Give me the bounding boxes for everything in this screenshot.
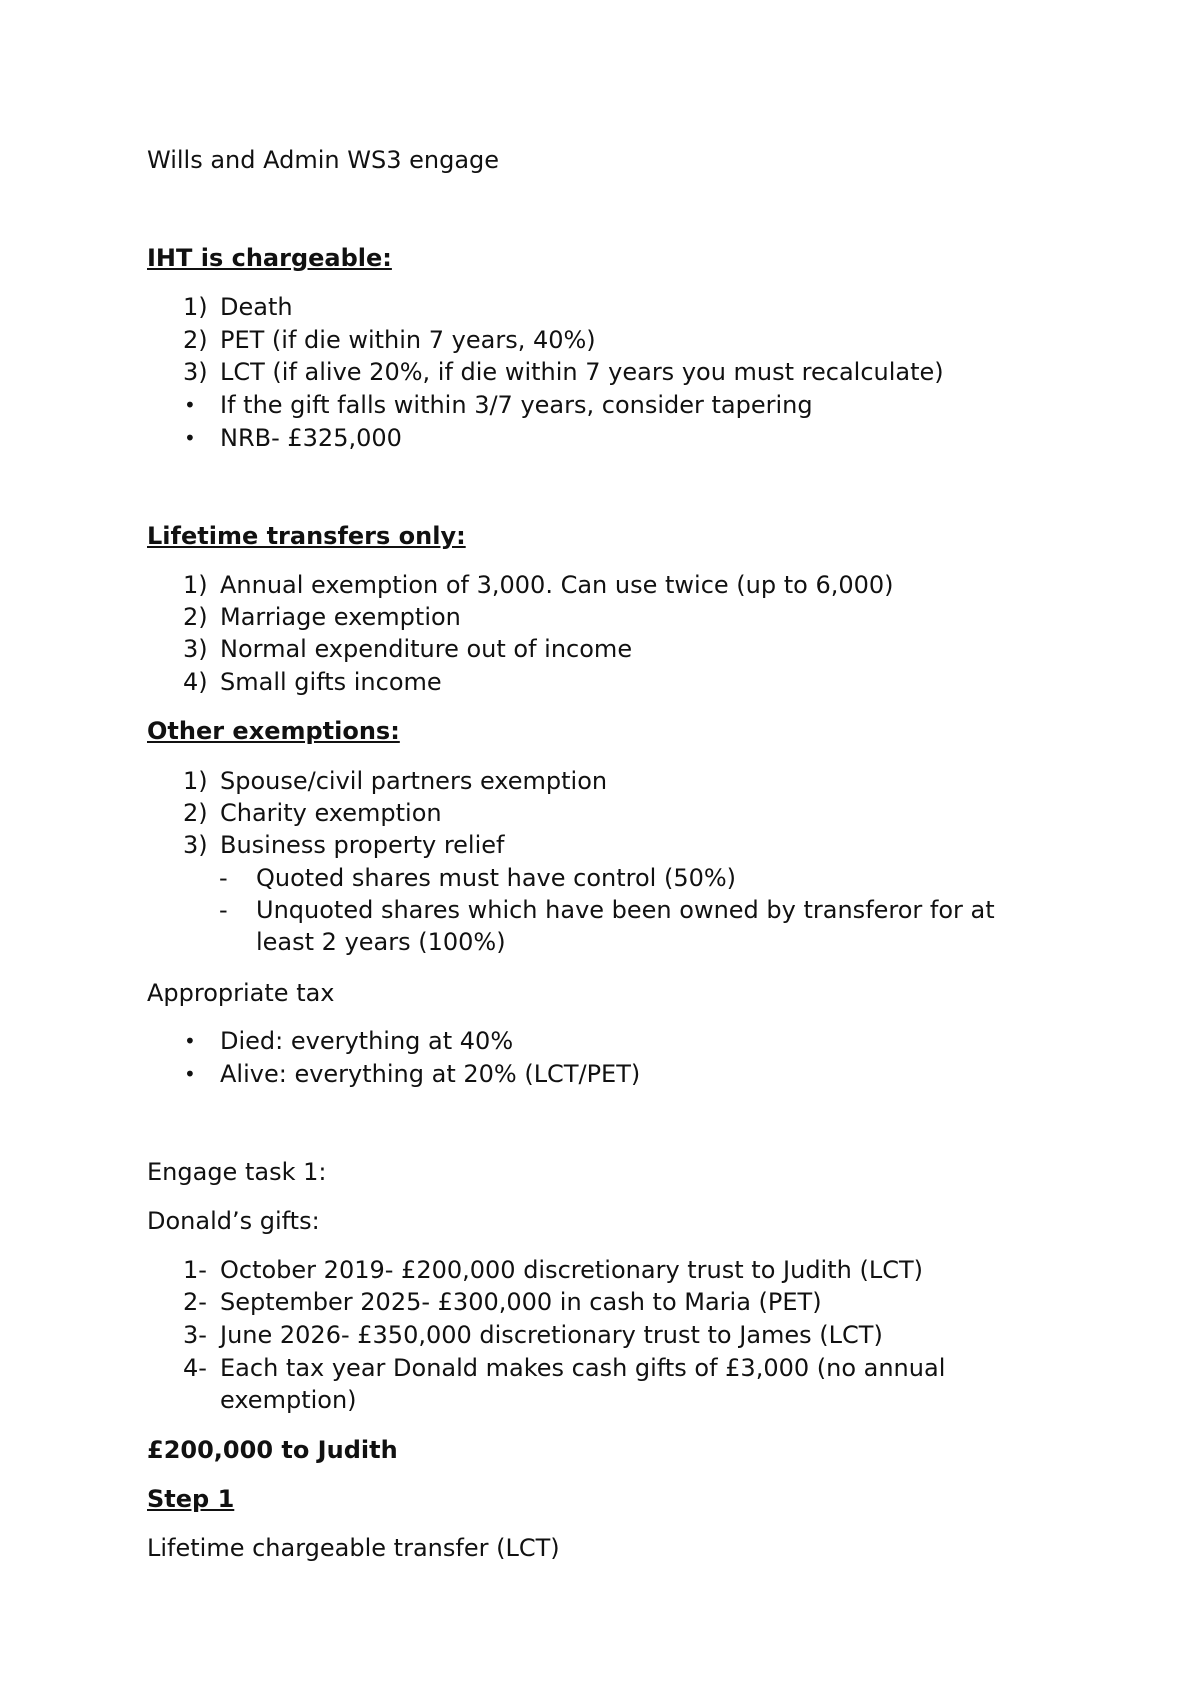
list-text: PET (if die within 7 years, 40%) (220, 326, 596, 354)
engage-task-label: Engage task 1: (147, 1158, 327, 1186)
list-text: exemption) (220, 1386, 357, 1414)
bullet-icon: • (184, 1029, 196, 1053)
list-marker: 3- (183, 1321, 207, 1349)
list-text: If the gift falls within 3/7 years, consider tapering (220, 391, 813, 419)
list-text: Normal expenditure out of income (220, 635, 633, 663)
list-marker: 2) (183, 603, 208, 631)
dash-marker: - (219, 864, 228, 892)
list-marker: 4- (183, 1354, 207, 1382)
list-text: LCT (if alive 20%, if die within 7 years you must recalculate) (220, 358, 944, 386)
judith-heading: £200,000 to Judith (147, 1436, 398, 1464)
list-text: Death (220, 293, 293, 321)
list-text: Business property relief (220, 831, 505, 859)
list-marker: 2) (183, 326, 208, 354)
bullet-icon: • (184, 393, 196, 417)
other-heading: Other exemptions: (147, 717, 400, 745)
appropriate-tax-label: Appropriate tax (147, 979, 335, 1007)
list-text: October 2019- £200,000 discretionary trust to Judith (LCT) (220, 1256, 923, 1284)
lifetime-heading: Lifetime transfers only: (147, 522, 466, 550)
list-marker: 3) (183, 831, 208, 859)
list-text: Annual exemption of 3,000. Can use twice (up to 6,000) (220, 571, 894, 599)
step-heading: Step 1 (147, 1485, 235, 1513)
list-text: NRB- £325,000 (220, 424, 402, 452)
list-text: Charity exemption (220, 799, 442, 827)
bullet-icon: • (184, 1062, 196, 1086)
list-marker: 3) (183, 358, 208, 386)
list-marker: 2) (183, 799, 208, 827)
list-text: Spouse/civil partners exemption (220, 767, 608, 795)
document-title: Wills and Admin WS3 engage (147, 146, 500, 174)
list-text: Each tax year Donald makes cash gifts of £3,000 (no annual (220, 1354, 946, 1382)
list-text: June 2026- £350,000 discretionary trust to James (LCT) (220, 1321, 883, 1349)
list-text: Alive: everything at 20% (LCT/PET) (220, 1060, 641, 1088)
gifts-label: Donald’s gifts: (147, 1207, 320, 1235)
list-text: Quoted shares must have control (50%) (256, 864, 737, 892)
dash-marker: - (219, 896, 228, 924)
iht-heading: IHT is chargeable: (147, 244, 392, 272)
list-text: Unquoted shares which have been owned by transferor for at (256, 896, 995, 924)
list-text: Marriage exemption (220, 603, 461, 631)
list-marker: 4) (183, 668, 208, 696)
list-text: Died: everything at 40% (220, 1027, 514, 1055)
list-text: least 2 years (100%) (256, 928, 506, 956)
list-marker: 1) (183, 293, 208, 321)
list-marker: 2- (183, 1288, 207, 1316)
list-text: Small gifts income (220, 668, 442, 696)
lct-text: Lifetime chargeable transfer (LCT) (147, 1534, 560, 1562)
list-text: September 2025- £300,000 in cash to Maria (PET) (220, 1288, 822, 1316)
list-marker: 1) (183, 571, 208, 599)
list-marker: 3) (183, 635, 208, 663)
bullet-icon: • (184, 426, 196, 450)
list-marker: 1- (183, 1256, 207, 1284)
list-marker: 1) (183, 767, 208, 795)
